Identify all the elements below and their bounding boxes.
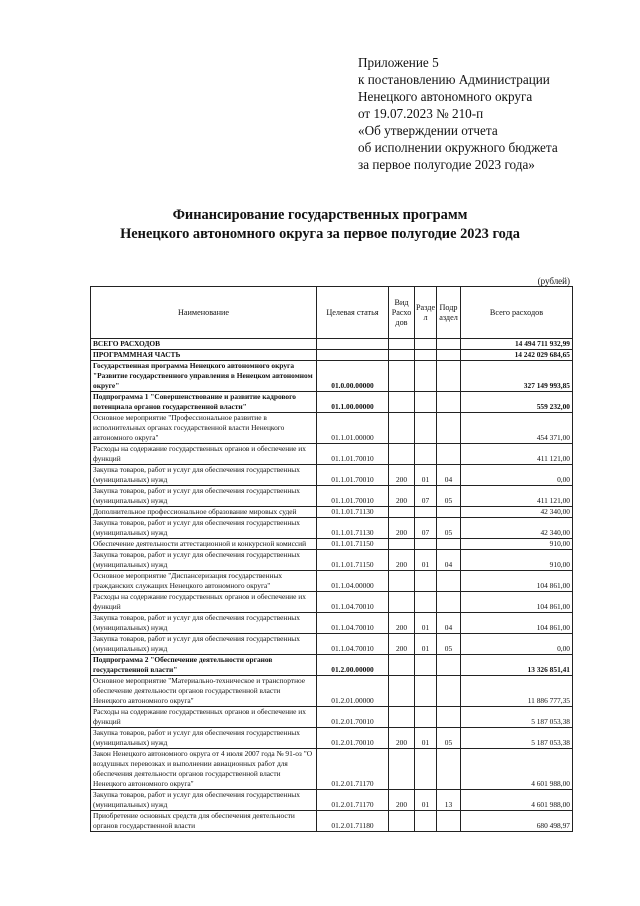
cell-amount: 411 121,00	[461, 444, 573, 465]
cell-sec	[415, 749, 437, 790]
cell-sec	[415, 592, 437, 613]
cell-code: 01.1.01.70010	[317, 465, 389, 486]
cell-sub	[437, 707, 461, 728]
cell-name: Расходы на содержание государственных органов и обеспечение их функций	[91, 444, 317, 465]
table-row	[91, 707, 573, 728]
cell-sub	[437, 413, 461, 444]
table-row	[91, 676, 573, 707]
cell-sub	[437, 539, 461, 550]
cell-kind	[389, 749, 415, 790]
cell-kind: 200	[389, 728, 415, 749]
cell-amount: 104 861,00	[461, 592, 573, 613]
cell-code: 01.2.01.70010	[317, 707, 389, 728]
title-line-1: Финансирование государственных программ	[172, 207, 468, 223]
cell-amount: 4 601 988,00	[461, 790, 573, 811]
table-row	[91, 392, 573, 413]
cell-sec: 01	[415, 728, 437, 749]
table-row	[91, 571, 573, 592]
cell-kind: 200	[389, 550, 415, 571]
cell-code: 01.1.04.00000	[317, 571, 389, 592]
cell-sec: 07	[415, 518, 437, 539]
cell-code: 01.2.01.71170	[317, 790, 389, 811]
cell-kind	[389, 571, 415, 592]
cell-amount: 104 861,00	[461, 613, 573, 634]
cell-sec	[415, 507, 437, 518]
table-row	[91, 518, 573, 539]
appendix-line: об исполнении окружного бюджета	[358, 140, 558, 155]
cell-kind: 200	[389, 634, 415, 655]
cell-sec	[415, 539, 437, 550]
table-row	[91, 811, 573, 832]
cell-sub	[437, 749, 461, 790]
cell-code: 01.1.04.70010	[317, 613, 389, 634]
cell-name: Закупка товаров, работ и услуг для обеспечения государственных (муниципальных) нужд	[91, 486, 317, 507]
table-row	[91, 592, 573, 613]
cell-code: 01.1.01.71150	[317, 550, 389, 571]
cell-sec: 01	[415, 613, 437, 634]
cell-name: Приобретение основных средств для обеспечения деятельности органов государственной власти	[91, 811, 317, 832]
cell-amount: 11 886 777,35	[461, 676, 573, 707]
table-row	[91, 655, 573, 676]
cell-code: 01.2.01.71170	[317, 749, 389, 790]
cell-kind	[389, 392, 415, 413]
table-header-row	[91, 287, 573, 339]
cell-kind: 200	[389, 518, 415, 539]
cell-sec	[415, 413, 437, 444]
appendix-line: Приложение 5	[358, 55, 439, 70]
cell-kind	[389, 592, 415, 613]
cell-sec: 01	[415, 790, 437, 811]
cell-name: Государственная программа Ненецкого автономного округа "Развитие государственного управления в Ненецком автономном округе"	[91, 361, 317, 392]
cell-sub	[437, 444, 461, 465]
cell-sec	[415, 392, 437, 413]
cell-sec: 07	[415, 486, 437, 507]
cell-sub	[437, 811, 461, 832]
cell-sec: 01	[415, 465, 437, 486]
units-label: (рублей)	[537, 276, 570, 286]
financing-table	[90, 286, 573, 832]
cell-kind	[389, 655, 415, 676]
cell-name: Закупка товаров, работ и услуг для обеспечения государственных (муниципальных) нужд	[91, 634, 317, 655]
cell-name: Обеспечение деятельности аттестационной и конкурсной комиссий	[91, 539, 317, 550]
cell-name: Закупка товаров, работ и услуг для обеспечения государственных (муниципальных) нужд	[91, 550, 317, 571]
table-row	[91, 465, 573, 486]
header-target: Целевая статья	[317, 287, 389, 339]
cell-sub: 05	[437, 728, 461, 749]
cell-amount: 42 340,00	[461, 518, 573, 539]
cell-code: 01.1.01.71130	[317, 518, 389, 539]
cell-kind	[389, 361, 415, 392]
cell-sec	[415, 571, 437, 592]
cell-amount: 0,00	[461, 465, 573, 486]
appendix-line: за первое полугодие 2023 года»	[358, 157, 535, 172]
cell-kind	[389, 811, 415, 832]
table-row	[91, 539, 573, 550]
header-kind: Вид Расхо дов	[389, 287, 415, 339]
cell-sub	[437, 507, 461, 518]
cell-name: Расходы на содержание государственных органов и обеспечение их функций	[91, 592, 317, 613]
cell-sub: 05	[437, 634, 461, 655]
cell-amount: 4 601 988,00	[461, 749, 573, 790]
cell-kind	[389, 444, 415, 465]
document-title	[60, 206, 580, 244]
cell-amount: 559 232,00	[461, 392, 573, 413]
cell-code: 01.1.01.70010	[317, 486, 389, 507]
cell-amount: 104 861,00	[461, 571, 573, 592]
cell-sec	[415, 350, 437, 361]
table-row	[91, 486, 573, 507]
cell-sub: 04	[437, 550, 461, 571]
cell-code: 01.1.01.70010	[317, 444, 389, 465]
cell-kind	[389, 707, 415, 728]
table-row	[91, 728, 573, 749]
cell-amount: 910,00	[461, 539, 573, 550]
cell-name: Закупка товаров, работ и услуг для обеспечения государственных (муниципальных) нужд	[91, 613, 317, 634]
table-row	[91, 790, 573, 811]
cell-code: 01.2.00.00000	[317, 655, 389, 676]
cell-sub	[437, 339, 461, 350]
cell-sub: 13	[437, 790, 461, 811]
cell-amount: 910,00	[461, 550, 573, 571]
cell-amount: 454 371,00	[461, 413, 573, 444]
cell-code: 01.1.01.71130	[317, 507, 389, 518]
cell-kind	[389, 539, 415, 550]
cell-code: 01.2.01.70010	[317, 728, 389, 749]
cell-sub	[437, 676, 461, 707]
table-row	[91, 413, 573, 444]
cell-kind	[389, 413, 415, 444]
cell-amount: 14 242 029 684,65	[461, 350, 573, 361]
cell-code: 01.1.04.70010	[317, 592, 389, 613]
cell-code	[317, 350, 389, 361]
table-row	[91, 339, 573, 350]
cell-amount: 0,00	[461, 634, 573, 655]
cell-sub	[437, 655, 461, 676]
cell-name: Закупка товаров, работ и услуг для обеспечения государственных (муниципальных) нужд	[91, 728, 317, 749]
cell-kind	[389, 507, 415, 518]
header-subsection: Подр аздел	[437, 287, 461, 339]
header-name: Наименование	[91, 287, 317, 339]
cell-code: 01.1.04.70010	[317, 634, 389, 655]
cell-name: Основное мероприятие "Материально-техническое и транспортное обеспечение деятельности органов государственной власти Ненецкого автономного округа"	[91, 676, 317, 707]
table-row	[91, 350, 573, 361]
cell-kind: 200	[389, 790, 415, 811]
appendix-line: Ненецкого автономного округа	[358, 89, 533, 104]
cell-code: 01.2.01.71180	[317, 811, 389, 832]
cell-amount: 5 187 053,38	[461, 728, 573, 749]
cell-sec	[415, 676, 437, 707]
cell-name: Закупка товаров, работ и услуг для обеспечения государственных (муниципальных) нужд	[91, 790, 317, 811]
header-total: Всего расходов	[461, 287, 573, 339]
appendix-line: «Об утверждении отчета	[358, 123, 498, 138]
cell-sec	[415, 361, 437, 392]
cell-sub: 04	[437, 613, 461, 634]
cell-kind	[389, 339, 415, 350]
cell-kind	[389, 676, 415, 707]
cell-code: 01.2.01.00000	[317, 676, 389, 707]
cell-sub	[437, 592, 461, 613]
table-row	[91, 361, 573, 392]
cell-code: 01.0.00.00000	[317, 361, 389, 392]
cell-name: Основное мероприятие "Профессиональное развитие в исполнительных органах государственной власти Ненецкого автономного округа"	[91, 413, 317, 444]
cell-code: 01.1.01.71150	[317, 539, 389, 550]
cell-code	[317, 339, 389, 350]
cell-name: Основное мероприятие "Диспансеризация государственных гражданских служащих Ненецкого автономного округа"	[91, 571, 317, 592]
table-row	[91, 550, 573, 571]
cell-amount: 680 498,97	[461, 811, 573, 832]
cell-sub: 05	[437, 486, 461, 507]
cell-amount: 327 149 993,85	[461, 361, 573, 392]
cell-sub	[437, 361, 461, 392]
cell-sec	[415, 339, 437, 350]
cell-kind: 200	[389, 613, 415, 634]
cell-amount: 14 494 711 932,99	[461, 339, 573, 350]
appendix-line: к постановлению Администрации	[358, 72, 550, 87]
cell-kind	[389, 350, 415, 361]
cell-sub	[437, 350, 461, 361]
cell-amount: 42 340,00	[461, 507, 573, 518]
table-row	[91, 749, 573, 790]
cell-name: Подпрограмма 2 "Обеспечение деятельности органов государственной власти"	[91, 655, 317, 676]
cell-sub	[437, 571, 461, 592]
table-row	[91, 507, 573, 518]
cell-kind: 200	[389, 465, 415, 486]
table-body	[91, 339, 573, 832]
cell-name: Расходы на содержание государственных органов и обеспечение их функций	[91, 707, 317, 728]
cell-name: Дополнительное профессиональное образование мировых судей	[91, 507, 317, 518]
cell-amount: 13 326 851,41	[461, 655, 573, 676]
title-line-2: Ненецкого автономного округа за первое полугодие 2023 года	[120, 226, 520, 242]
cell-amount: 5 187 053,38	[461, 707, 573, 728]
cell-sec: 01	[415, 634, 437, 655]
cell-code: 01.1.00.00000	[317, 392, 389, 413]
cell-amount: 411 121,00	[461, 486, 573, 507]
cell-sec	[415, 811, 437, 832]
cell-name: Закупка товаров, работ и услуг для обеспечения государственных (муниципальных) нужд	[91, 465, 317, 486]
header-section: Разде л	[415, 287, 437, 339]
cell-sec: 01	[415, 550, 437, 571]
cell-code: 01.1.01.00000	[317, 413, 389, 444]
table-row	[91, 613, 573, 634]
appendix-block	[358, 54, 628, 173]
cell-sec	[415, 444, 437, 465]
table-row	[91, 444, 573, 465]
cell-sec	[415, 655, 437, 676]
cell-name: Подпрограмма 1 "Совершенствование и развитие кадрового потенциала органов государственной власти"	[91, 392, 317, 413]
cell-name: ВСЕГО РАСХОДОВ	[91, 339, 317, 350]
cell-name: Закон Ненецкого автономного округа от 4 июля 2007 года № 91-оз "О воздушных перевозках и выполнении авиационных работ для обеспечения деятельности органов государственной власти Ненецкого автономного округа"	[91, 749, 317, 790]
cell-name: ПРОГРАММНАЯ ЧАСТЬ	[91, 350, 317, 361]
cell-kind: 200	[389, 486, 415, 507]
cell-sub: 04	[437, 465, 461, 486]
table-row	[91, 634, 573, 655]
cell-sub: 05	[437, 518, 461, 539]
cell-sec	[415, 707, 437, 728]
cell-name: Закупка товаров, работ и услуг для обеспечения государственных (муниципальных) нужд	[91, 518, 317, 539]
appendix-line: от 19.07.2023 № 210-п	[358, 106, 484, 121]
cell-sub	[437, 392, 461, 413]
